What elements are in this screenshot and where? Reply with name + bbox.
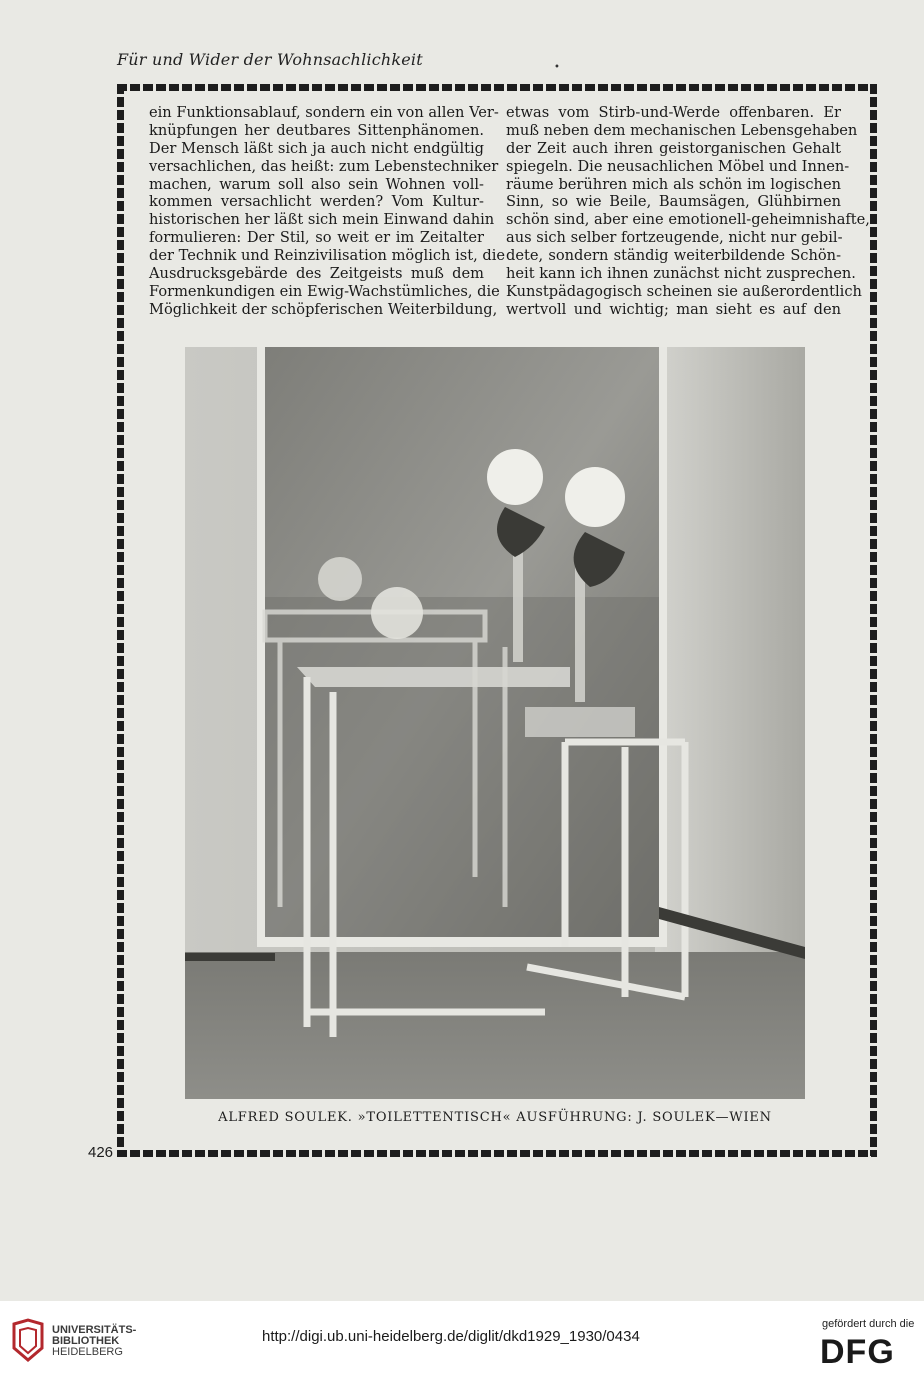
permalink-url[interactable]: http://digi.ub.uni-heidelberg.de/diglit/dkd1929_1930/0434 [262,1328,640,1345]
text-line: historischen her läßt sich mein Einwand dahin [149,211,495,229]
library-name [52,1325,136,1358]
text-line: der Zeit auch ihren geistorganischen Gehalt [506,139,841,157]
text-line: dete, sondern ständig weiterbildende Schön- [506,247,841,265]
text-line: Kunstpädagogisch scheinen sie außerordentlich [506,282,862,300]
text-line: Der Mensch läßt sich ja auch nicht endgültig [149,139,484,157]
text-line: Ausdrucksgebärde des Zeitgeists muß dem [149,265,484,283]
text-line: spiegeln. Die neusachlichen Möbel und Innen- [506,157,850,175]
text-line: aus sich selber fortzeugende, nicht nur gebil- [506,229,843,247]
text-line: ein Funktionsablauf, sondern ein von allen Ver- [149,104,499,121]
figure-caption: ALFRED SOULEK. »TOILETTENTISCH« AUSFÜHRUNG: J. SOULEK—WIEN [218,1110,772,1125]
text-column-left [149,104,506,319]
page-number: 426 [88,1144,114,1161]
text-column-right [506,104,870,319]
frame-border-top [117,84,877,91]
library-name-line2: BIBLIOTHEK [52,1335,120,1347]
text-line: formulieren: Der Stil, so weit er im Zeitalter [149,229,484,247]
text-line: Sinn, so wie Beile, Baumsägen, Glühbirnen [506,193,841,211]
text-line: knüpfungen her deutbares Sittenphänomen. [149,121,484,139]
text-line: räume berühren mich als schön im logischen [506,175,841,193]
frame-border-left [117,84,124,1156]
library-name-line1: UNIVERSITÄTS- [52,1324,137,1336]
funding-label: gefördert durch die [822,1318,915,1330]
text-line: versachlichen, das heißt: zum Lebenstechniker [149,157,499,175]
university-library-logo-icon [10,1318,46,1362]
header-mark: • [554,62,560,73]
text-line: Möglichkeit der schöpferischen Weiterbildung, [149,300,498,318]
text-line: wertvoll und wichtig; man sieht es auf den [506,300,841,318]
dfg-logo: DFG [820,1333,895,1371]
furniture-photograph [185,347,805,1099]
text-line: etwas vom Stirb-und-Werde offenbaren. Er [506,104,841,121]
frame-border-bottom [117,1150,877,1157]
text-line: machen, warum soll also sein Wohnen voll- [149,175,484,193]
text-line: Formenkundigen ein Ewig-Wachstümliches, die [149,282,500,300]
text-line: der Technik und Reinzivilisation möglich ist, die [149,247,506,265]
running-header: Für und Wider der Wohnsachlichkeit [117,50,423,69]
text-line: schön sind, aber eine emotionell-geheimnishafte, [506,211,870,229]
text-line: kommen versachlicht werden? Vom Kultur- [149,193,484,211]
text-line: muß neben dem mechanischen Lebensgehaben [506,121,858,139]
frame-border-right [870,84,877,1156]
text-line: heit kann ich ihnen zunächst nicht zusprechen. [506,265,856,283]
library-name-line3: HEIDELBERG [52,1346,123,1358]
